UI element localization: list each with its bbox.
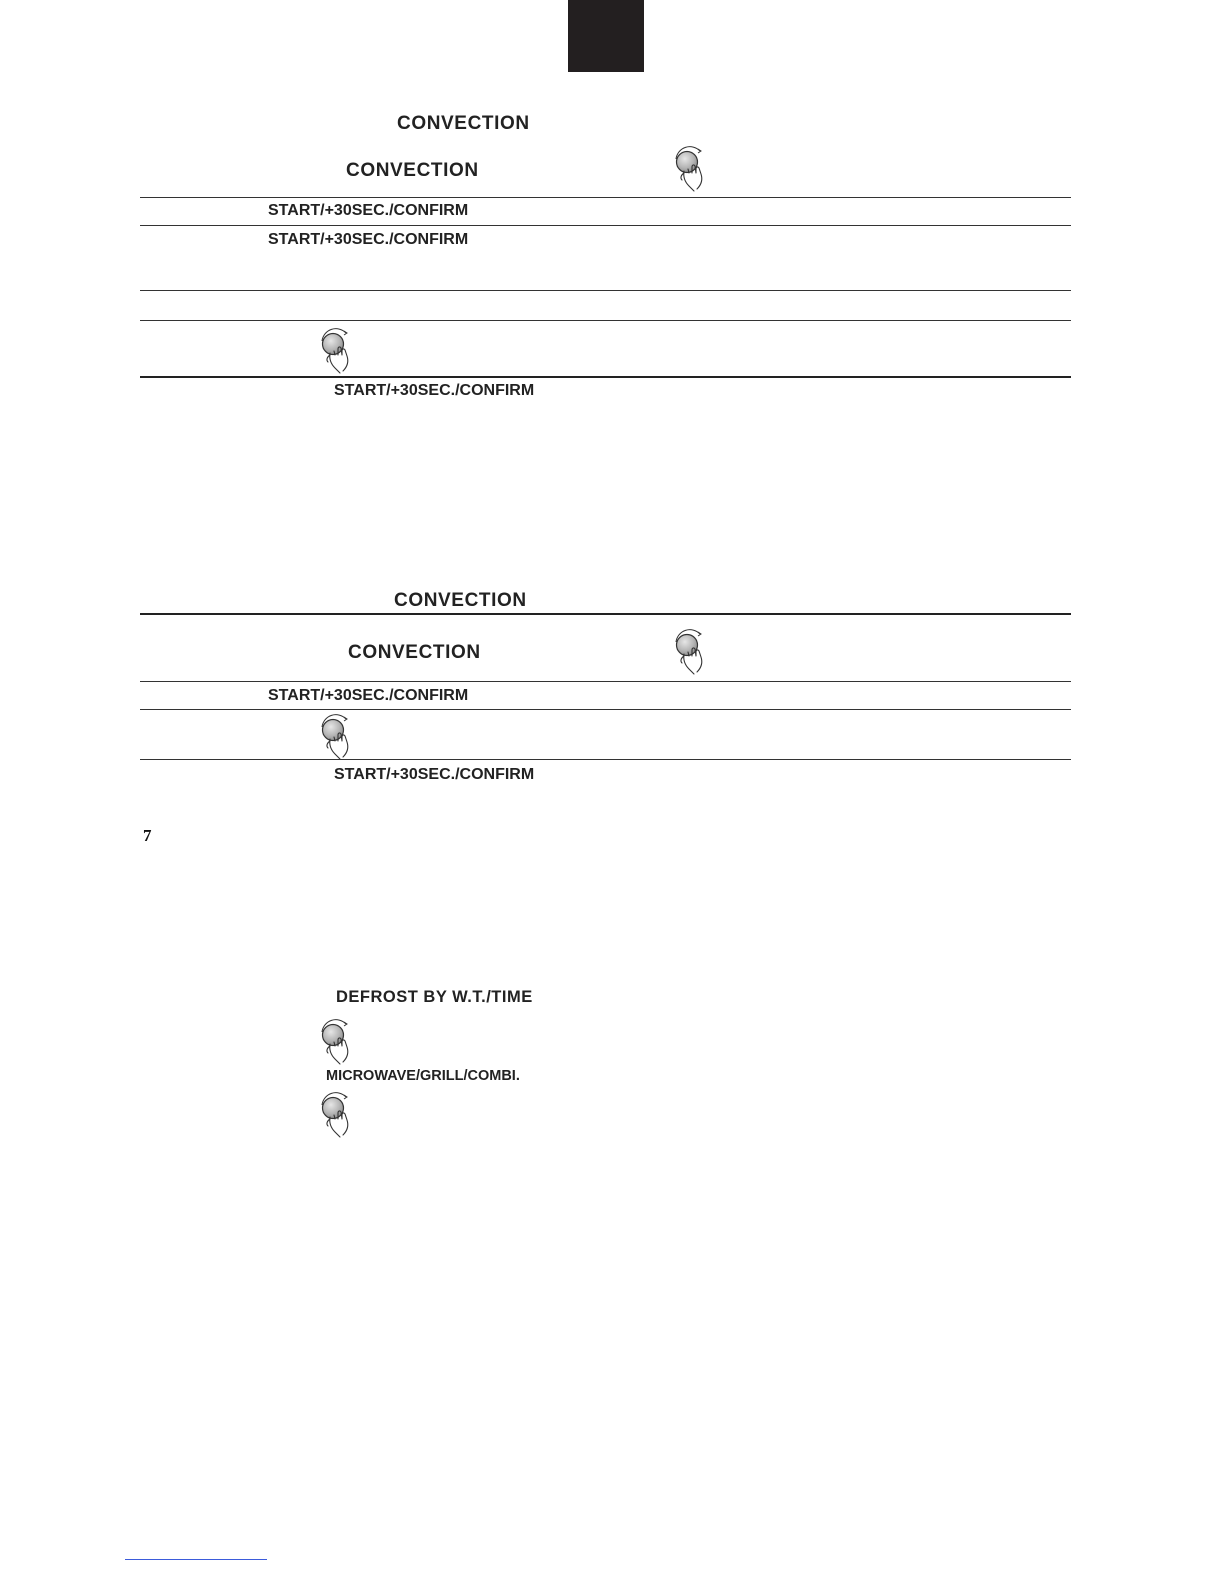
section-two-confirm-label: START/+30SEC./CONFIRM (268, 687, 469, 704)
knob-icon (316, 1019, 356, 1065)
defrost-button-label: DEFROST BY W.T./TIME (336, 988, 533, 1006)
knob-icon (316, 1092, 356, 1138)
section-two-start-label: START/+30SEC./CONFIRM (334, 766, 535, 783)
row-divider (140, 709, 1071, 710)
row-divider (140, 681, 1071, 682)
footnote-rule (125, 1559, 267, 1560)
row-divider (140, 225, 1071, 226)
knob-icon (670, 629, 710, 675)
section-one-confirm-label-2: START/+30SEC./CONFIRM (268, 231, 469, 248)
knob-icon (316, 328, 356, 374)
section-one-confirm-label-1: START/+30SEC./CONFIRM (268, 202, 469, 219)
section-one-convection-button-label: CONVECTION (346, 160, 479, 181)
section-two-convection-button-label: CONVECTION (348, 642, 481, 663)
section-one-start-label: START/+30SEC./CONFIRM (334, 382, 535, 399)
row-divider (140, 759, 1071, 760)
row-divider (140, 197, 1071, 198)
row-divider (140, 376, 1071, 378)
microwave-grill-combi-button-label: MICROWAVE/GRILL/COMBI. (326, 1068, 520, 1084)
knob-icon (316, 714, 356, 760)
section-one-heading: CONVECTION (397, 113, 530, 134)
row-divider (140, 290, 1071, 291)
section-two-heading: CONVECTION (394, 590, 527, 611)
knob-icon (670, 146, 710, 192)
page-number: 7 (143, 826, 152, 845)
row-divider (140, 320, 1071, 321)
row-divider (140, 613, 1071, 615)
section-tab-marker (568, 0, 644, 72)
